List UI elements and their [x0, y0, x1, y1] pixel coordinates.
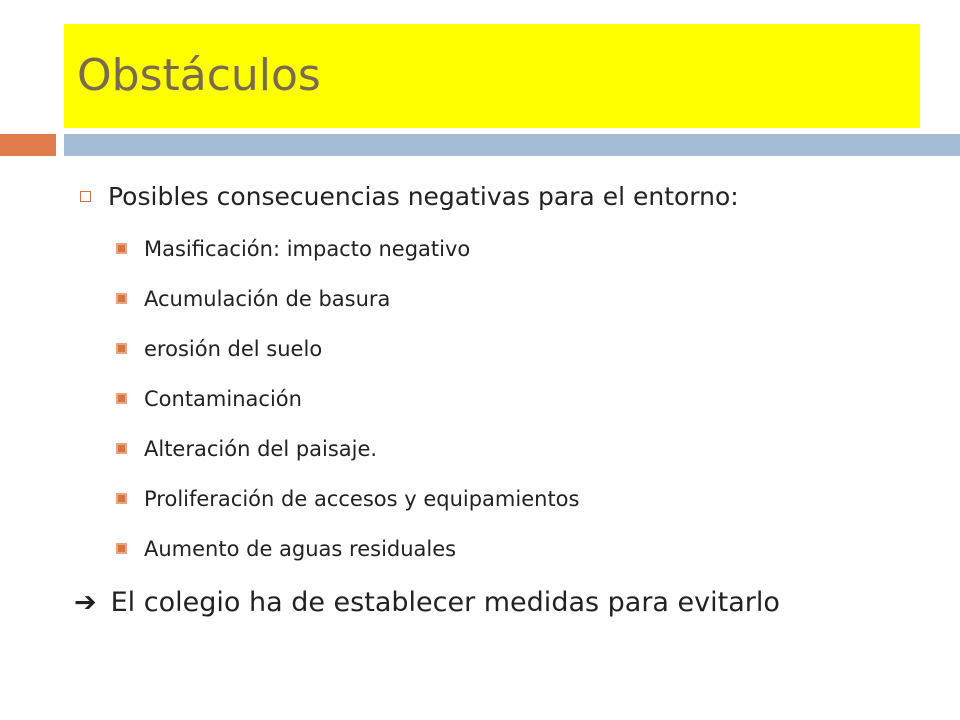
list-item	[116, 387, 579, 437]
list-item	[116, 437, 579, 487]
list-item-text: Proliferación de accesos y equipamientos	[144, 487, 580, 511]
main-bullet-text: Posibles consecuencias negativas para el entorno:	[108, 182, 739, 211]
list-item	[116, 287, 579, 337]
hollow-square-bullet-icon	[80, 191, 91, 202]
accent-bar-orange	[0, 134, 56, 156]
list-item-text: Alteración del paisaje.	[144, 437, 378, 461]
list-item-text: erosión del suelo	[144, 337, 323, 361]
list-item	[116, 537, 579, 587]
list-item-text: Aumento de aguas residuales	[144, 537, 457, 561]
title-banner	[64, 24, 920, 128]
square-bullet-icon	[116, 243, 127, 254]
square-bullet-icon	[116, 293, 127, 304]
square-bullet-icon	[116, 393, 127, 404]
list-item	[116, 487, 579, 537]
right-arrow-icon: ➔	[74, 587, 97, 618]
slide-title: Obstáculos	[77, 50, 321, 101]
list-item-text: Masificación: impacto negativo	[144, 237, 471, 261]
main-bullet	[80, 182, 739, 211]
list-item-text: Acumulación de basura	[144, 287, 391, 311]
square-bullet-icon	[116, 543, 127, 554]
list-item-text: Contaminación	[144, 387, 302, 411]
conclusion-text: El colegio ha de establecer medidas para evitarlo	[110, 587, 780, 618]
list-item	[116, 337, 579, 387]
conclusion-line	[74, 587, 780, 618]
sub-bullet-list	[116, 237, 579, 587]
square-bullet-icon	[116, 443, 127, 454]
square-bullet-icon	[116, 343, 127, 354]
square-bullet-icon	[116, 493, 127, 504]
list-item	[116, 237, 579, 287]
accent-bar-blue	[64, 134, 960, 156]
